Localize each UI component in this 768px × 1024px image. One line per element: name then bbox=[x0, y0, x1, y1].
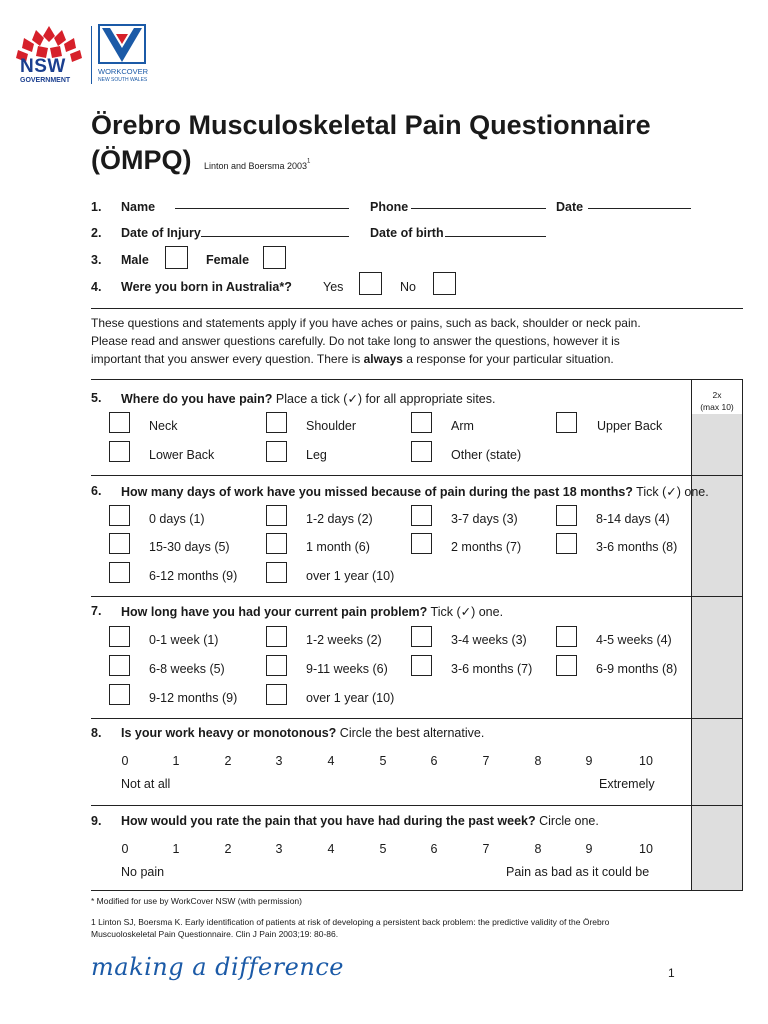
q9-scale-option[interactable]: 5 bbox=[379, 842, 387, 856]
upper-back-checkbox[interactable] bbox=[556, 412, 577, 433]
male-checkbox[interactable] bbox=[165, 246, 188, 269]
q3-number: 3. bbox=[91, 253, 102, 267]
no-label: No bbox=[400, 280, 416, 294]
no-checkbox[interactable] bbox=[433, 272, 456, 295]
q7-option-label: 9-12 months (9) bbox=[149, 691, 238, 705]
q6-question-bold: How many days of work have you missed because of pain during the past 18 months? bbox=[121, 485, 633, 499]
q8-scale-option[interactable]: 6 bbox=[430, 754, 438, 768]
q7-option-checkbox[interactable] bbox=[411, 655, 432, 676]
born-in-australia-label: Were you born in Australia*? bbox=[121, 280, 292, 294]
neck-checkbox[interactable] bbox=[109, 412, 130, 433]
title-citation: Linton and Boersma 2003 bbox=[203, 161, 308, 171]
q9-low-anchor: No pain bbox=[121, 865, 165, 879]
q8-question bbox=[121, 726, 484, 740]
arm-checkbox[interactable] bbox=[411, 412, 432, 433]
q8-scale-option[interactable]: 7 bbox=[482, 754, 490, 768]
q7-option-label: 1-2 weeks (2) bbox=[306, 633, 382, 647]
intro-line-3-end: a response for your particular situation. bbox=[402, 352, 614, 366]
nsw-wordmark: NSW bbox=[20, 56, 66, 77]
q8-high-anchor: Extremely bbox=[599, 777, 655, 791]
yes-checkbox[interactable] bbox=[359, 272, 382, 295]
workcover-wordmark: WORKCOVER bbox=[98, 67, 149, 76]
q9-top-rule bbox=[91, 805, 743, 806]
page-number: 1 bbox=[668, 966, 675, 980]
other-label: Other (state) bbox=[451, 448, 522, 462]
score-header-line1: 2x bbox=[712, 390, 722, 400]
shoulder-label: Shoulder bbox=[306, 419, 357, 433]
tagline: making a difference bbox=[91, 953, 344, 981]
phone-label: Phone bbox=[370, 200, 409, 214]
female-checkbox[interactable] bbox=[263, 246, 286, 269]
q6-option-label: 3-7 days (3) bbox=[451, 512, 518, 526]
q5-question bbox=[121, 391, 495, 406]
reference-line-1: 1 Linton SJ, Boersma K. Early identification of patients at risk of developing a persistent back problem: the predictive validity of the Örebro bbox=[91, 917, 610, 927]
q4-number: 4. bbox=[91, 280, 102, 294]
q8-scale-option[interactable]: 0 bbox=[121, 754, 129, 768]
q6-option-checkbox[interactable] bbox=[109, 505, 130, 526]
q9-question bbox=[121, 814, 599, 828]
q9-scale-option[interactable]: 0 bbox=[121, 842, 129, 856]
q8-question-bold: Is your work heavy or monotonous? bbox=[121, 726, 337, 740]
q7-option-label: 0-1 week (1) bbox=[149, 633, 219, 647]
page-title-abbrev: (ÖMPQ) bbox=[91, 145, 192, 175]
q8-scale-option[interactable]: 5 bbox=[379, 754, 387, 768]
title-line-two bbox=[91, 145, 310, 176]
q6-question-instruction: Tick (✓) one. bbox=[632, 485, 709, 499]
q6-option-checkbox[interactable] bbox=[109, 533, 130, 554]
intro-line-3 bbox=[91, 352, 614, 366]
q2-number: 2. bbox=[91, 226, 102, 240]
q9-scale-option[interactable]: 10 bbox=[639, 842, 653, 856]
q7-option-checkbox[interactable] bbox=[411, 626, 432, 647]
q7-top-rule bbox=[91, 596, 743, 597]
lower-back-label: Lower Back bbox=[149, 448, 215, 462]
q8-scale-option[interactable]: 1 bbox=[172, 754, 180, 768]
other-checkbox[interactable] bbox=[411, 441, 432, 462]
q8-scale-option[interactable]: 4 bbox=[327, 754, 335, 768]
q6-top-rule bbox=[91, 475, 743, 476]
q5-question-instruction: Place a tick (✓) for all appropriate sites. bbox=[272, 392, 496, 406]
q7-option-label: 9-11 weeks (6) bbox=[306, 662, 388, 676]
q9-scale-option[interactable]: 7 bbox=[482, 842, 490, 856]
q9-high-anchor: Pain as bad as it could be bbox=[506, 865, 650, 879]
q7-option-label: 4-5 weeks (4) bbox=[596, 633, 672, 647]
workcover-subtitle: NEW SOUTH WALES bbox=[98, 77, 148, 83]
q6-option-label: 1 month (6) bbox=[306, 540, 370, 554]
q7-option-checkbox[interactable] bbox=[109, 684, 130, 705]
q9-number: 9. bbox=[91, 814, 102, 828]
q9-scale-option[interactable]: 8 bbox=[534, 842, 542, 856]
q8-low-anchor: Not at all bbox=[121, 777, 171, 791]
q8-scale-option[interactable]: 3 bbox=[275, 754, 283, 768]
q7-option-checkbox[interactable] bbox=[266, 655, 287, 676]
q7-option-checkbox[interactable] bbox=[109, 626, 130, 647]
q7-option-checkbox[interactable] bbox=[556, 626, 577, 647]
q9-question-bold: How would you rate the pain that you have had during the past week? bbox=[121, 814, 536, 828]
date-of-injury-label: Date of Injury bbox=[121, 226, 201, 240]
modified-footnote: * Modified for use by WorkCover NSW (with permission) bbox=[91, 896, 302, 906]
q7-number: 7. bbox=[91, 604, 102, 618]
date-label: Date bbox=[556, 200, 584, 214]
q9-question-instruction: Circle one. bbox=[535, 814, 599, 828]
intro-line-3-start: important that you answer every question. There is bbox=[91, 352, 364, 366]
q6-option-checkbox[interactable] bbox=[556, 533, 577, 554]
q6-option-label: 1-2 days (2) bbox=[306, 512, 373, 526]
q8-scale-option[interactable]: 10 bbox=[639, 754, 653, 768]
q5-top-rule bbox=[91, 379, 743, 380]
q7-option-label: 3-4 weeks (3) bbox=[451, 633, 527, 647]
q7-option-checkbox[interactable] bbox=[266, 684, 287, 705]
q7-option-checkbox[interactable] bbox=[266, 626, 287, 647]
logo-divider bbox=[91, 26, 92, 84]
upper-back-label: Upper Back bbox=[597, 419, 663, 433]
q6-option-label: 2 months (7) bbox=[451, 540, 522, 554]
arm-label: Arm bbox=[451, 419, 474, 433]
q7-option-label: 6-9 months (8) bbox=[596, 662, 678, 676]
q7-question-bold: How long have you had your current pain problem? bbox=[121, 605, 428, 619]
q9-scale-option[interactable]: 3 bbox=[275, 842, 283, 856]
intro-line-2: Please read and answer questions carefully. Do not take long to answer the questions, however it is bbox=[91, 334, 620, 348]
q6-option-label: 8-14 days (4) bbox=[596, 512, 670, 526]
q7-option-checkbox[interactable] bbox=[556, 655, 577, 676]
male-label: Male bbox=[121, 253, 149, 267]
date-of-injury-field[interactable] bbox=[201, 236, 349, 237]
date-of-birth-label: Date of birth bbox=[370, 226, 444, 240]
shoulder-checkbox[interactable] bbox=[266, 412, 287, 433]
leg-checkbox[interactable] bbox=[266, 441, 287, 462]
reference-line-2: Muscuoloskeletal Pain Questionnaire. Clin J Pain 2003;19: 80-86. bbox=[91, 929, 339, 939]
nsw-government-logo bbox=[14, 20, 84, 90]
section-divider bbox=[91, 308, 743, 309]
q7-question bbox=[121, 604, 503, 619]
q6-option-checkbox[interactable] bbox=[266, 505, 287, 526]
q6-option-label: over 1 year (10) bbox=[306, 569, 395, 583]
date-of-birth-field[interactable] bbox=[445, 236, 546, 237]
name-label: Name bbox=[121, 200, 156, 214]
q8-scale-option[interactable]: 9 bbox=[585, 754, 593, 768]
score-grid bbox=[691, 379, 743, 890]
page-title: Örebro Musculoskeletal Pain Questionnaire bbox=[91, 110, 651, 140]
q6-number: 6. bbox=[91, 484, 102, 498]
q9-bottom-rule bbox=[91, 890, 743, 891]
q6-option-checkbox[interactable] bbox=[411, 505, 432, 526]
q9-scale-option[interactable]: 1 bbox=[172, 842, 180, 856]
q6-option-checkbox[interactable] bbox=[109, 562, 130, 583]
q6-option-checkbox[interactable] bbox=[266, 533, 287, 554]
q6-option-checkbox[interactable] bbox=[411, 533, 432, 554]
citation-superscript: 1 bbox=[307, 158, 311, 165]
workcover-logo bbox=[96, 24, 156, 86]
q7-option-label: over 1 year (10) bbox=[306, 691, 395, 705]
intro-line-1: These questions and statements apply if you have aches or pains, such as back, shoulder or neck pain. bbox=[91, 316, 641, 330]
q6-option-label: 0 days (1) bbox=[149, 512, 205, 526]
date-field[interactable] bbox=[588, 208, 691, 209]
q6-option-checkbox[interactable] bbox=[266, 562, 287, 583]
workcover-emblem-icon bbox=[98, 24, 146, 64]
q7-option-label: 6-8 weeks (5) bbox=[149, 662, 225, 676]
q8-number: 8. bbox=[91, 726, 102, 740]
q8-top-rule bbox=[91, 718, 743, 719]
score-header-line2: (max 10) bbox=[700, 402, 734, 412]
lower-back-checkbox[interactable] bbox=[109, 441, 130, 462]
q8-question-instruction: Circle the best alternative. bbox=[336, 726, 485, 740]
female-label: Female bbox=[206, 253, 250, 267]
yes-label: Yes bbox=[323, 280, 344, 294]
phone-field[interactable] bbox=[411, 208, 546, 209]
q5-number: 5. bbox=[91, 391, 102, 405]
leg-label: Leg bbox=[306, 448, 327, 462]
neck-label: Neck bbox=[149, 419, 178, 433]
q5-question-bold: Where do you have pain? bbox=[121, 392, 273, 406]
q1-number: 1. bbox=[91, 200, 102, 214]
q6-option-label: 6-12 months (9) bbox=[149, 569, 238, 583]
q7-question-instruction: Tick (✓) one. bbox=[427, 605, 504, 619]
q7-option-label: 3-6 months (7) bbox=[451, 662, 533, 676]
q9-scale-option[interactable]: 2 bbox=[224, 842, 232, 856]
name-field[interactable] bbox=[175, 208, 349, 209]
nsw-government-label: GOVERNMENT bbox=[20, 77, 71, 84]
q9-scale-option[interactable]: 6 bbox=[430, 842, 438, 856]
q7-option-checkbox[interactable] bbox=[109, 655, 130, 676]
q6-question bbox=[121, 484, 709, 499]
q9-scale-option[interactable]: 4 bbox=[327, 842, 335, 856]
intro-emphasis: always bbox=[363, 352, 403, 366]
q9-scale-option[interactable]: 9 bbox=[585, 842, 593, 856]
q8-scale-option[interactable]: 8 bbox=[534, 754, 542, 768]
q6-option-checkbox[interactable] bbox=[556, 505, 577, 526]
q6-option-label: 15-30 days (5) bbox=[149, 540, 230, 554]
q8-scale-option[interactable]: 2 bbox=[224, 754, 232, 768]
q6-option-label: 3-6 months (8) bbox=[596, 540, 678, 554]
